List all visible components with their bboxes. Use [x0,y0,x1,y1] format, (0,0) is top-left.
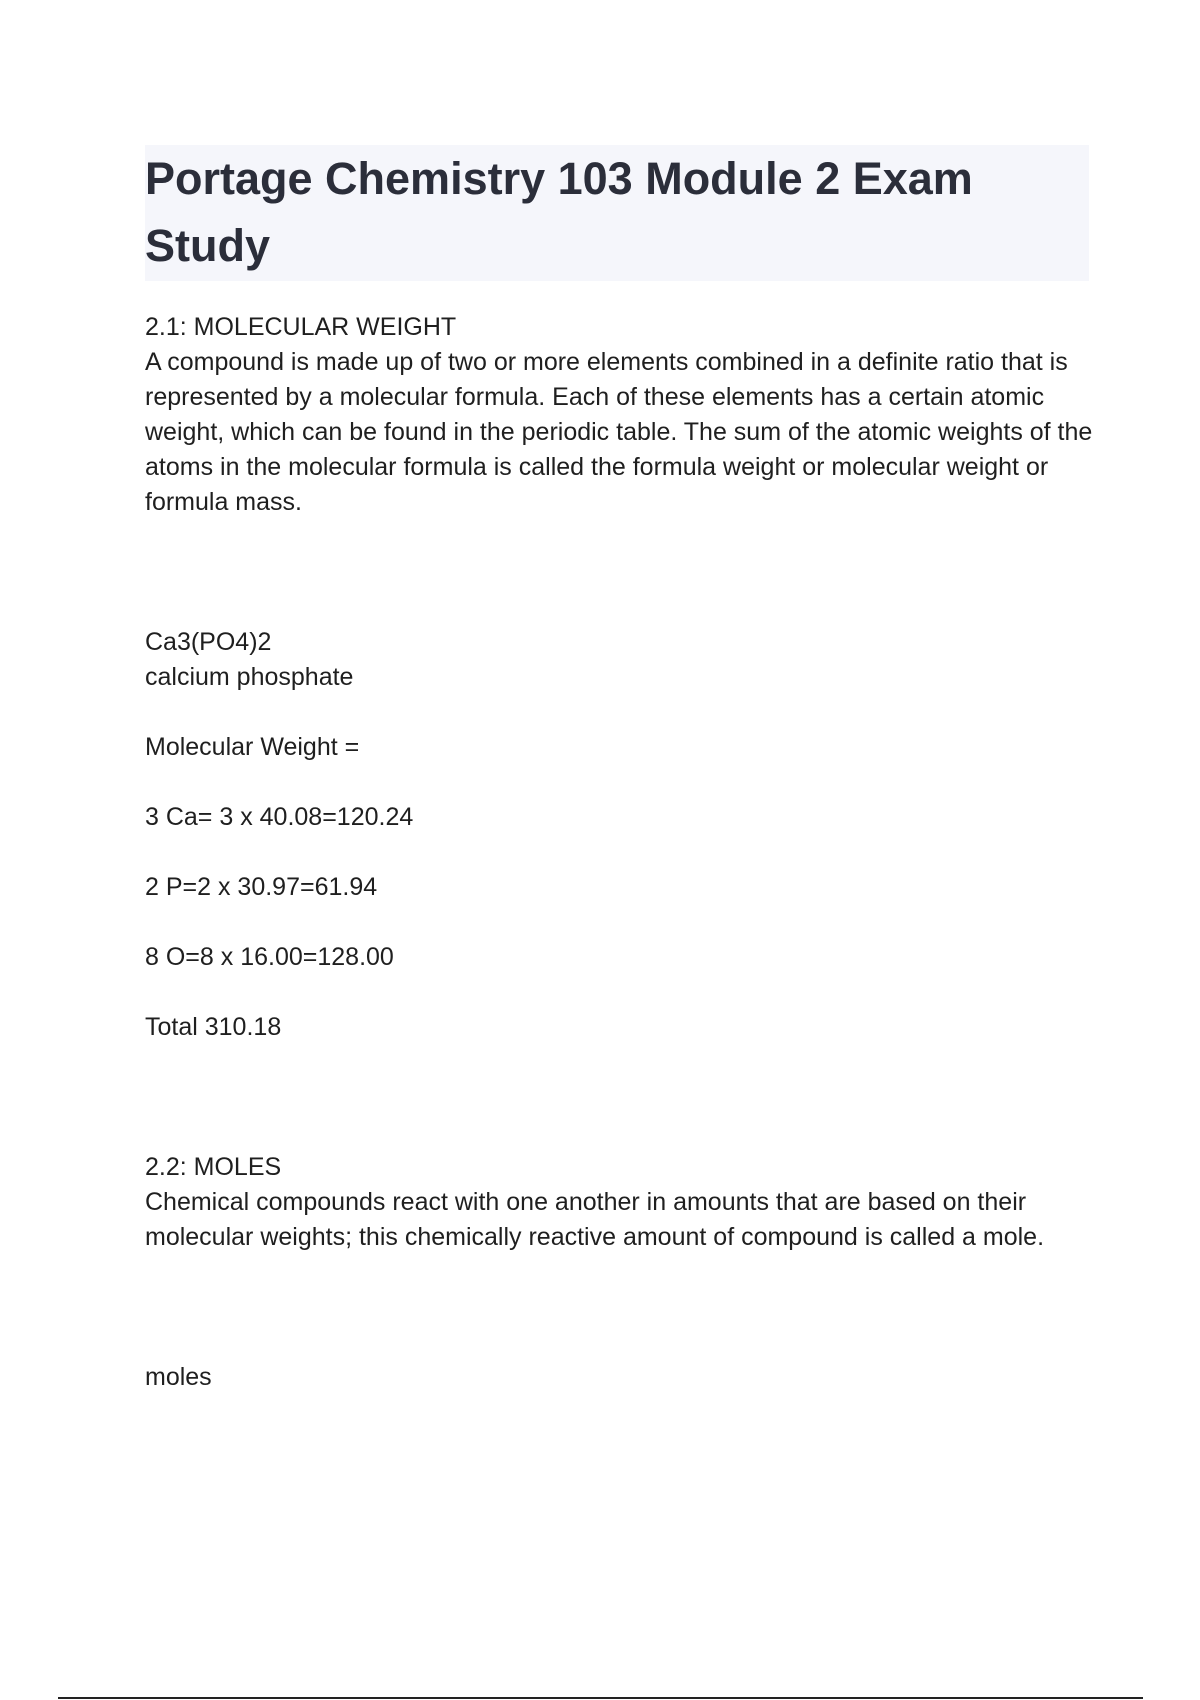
example-label: Molecular Weight = [145,733,360,761]
footer-divider [58,1697,1143,1699]
section-heading-molecular-weight: 2.1: MOLECULAR WEIGHT [145,313,457,341]
moles-term: moles [145,1363,212,1391]
section-body-molecular-weight: A compound is made up of two or more elements combined in a definite ratio that is represented by a molecular formula. Each of these elements has a certain atomic weight, which can be found in the periodic table. The sum of the atomic weights of the atoms in the molecular formula is called the formula weight or molecular weight or formula mass. [145,348,1093,516]
page-title: Portage Chemistry 103 Module 2 Exam Study [145,153,973,271]
spacer [145,835,1095,870]
spacer [145,765,1095,800]
spacer [145,1045,1095,1150]
spacer [145,905,1095,940]
example-compound-name: calcium phosphate [145,663,354,691]
example-formula: Ca3(PO4)2 [145,628,272,656]
calculation-total: Total 310.18 [145,1013,282,1041]
calculation-line-phosphorus: 2 P=2 x 30.97=61.94 [145,873,378,901]
title-banner [145,145,1089,281]
calculation-line-oxygen: 8 O=8 x 16.00=128.00 [145,943,394,971]
spacer [145,975,1095,1010]
document-body [145,310,1095,1395]
section-heading-moles: 2.2: MOLES [145,1153,282,1181]
spacer [145,695,1095,730]
section-body-moles: Chemical compounds react with one another in amounts that are based on their molecular weights; this chemically reactive amount of compound is called a mole. [145,1188,1045,1251]
spacer [145,1255,1095,1360]
calculation-line-calcium: 3 Ca= 3 x 40.08=120.24 [145,803,414,831]
spacer [145,520,1095,625]
